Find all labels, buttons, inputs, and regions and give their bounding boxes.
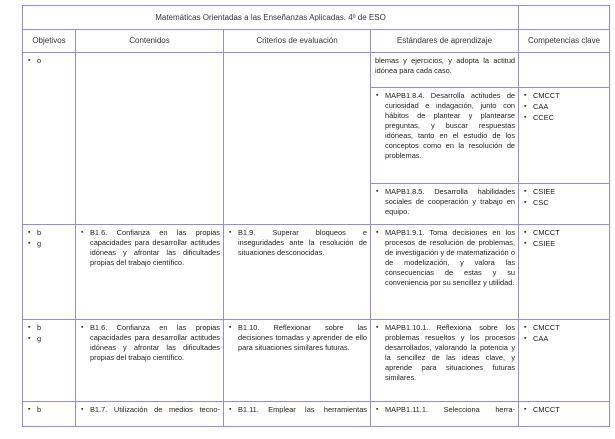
table-title: Matemáticas Orientadas a las Enseñanzas Aplicadas. 4º de ESO	[23, 6, 519, 30]
header-estandares: Estándares de aprendizaje	[371, 30, 519, 53]
list-item: ▪ b	[28, 405, 42, 414]
bullet-icon: ▪	[524, 324, 527, 331]
bullet-icon: ▪	[524, 114, 527, 121]
bullet-icon: ▪	[524, 199, 527, 206]
list-item: ▪ MAPB1.8.4. Desarrolla actitudes de curiosidad e indagación, junto con hábitos de plantear y plantearse preguntas, y buscar respuestas idóneas, tanto en el estudio de los conceptos como en la resolución de problemas.	[376, 91, 516, 160]
criterios-cell	[224, 402, 371, 427]
contenidos-cell	[76, 402, 224, 427]
competencias-cell	[519, 53, 610, 88]
bullet-icon: ▪	[376, 188, 379, 195]
list-item: ▪ B1.7. Utilización de medios tecno-	[81, 405, 220, 414]
bullet-icon: ▪	[524, 406, 527, 413]
criterios-cell	[224, 225, 371, 320]
list-item: ▪ MAPB1.8.5. Desarrolla habilidades sociales de cooperación y trabajo en equipo.	[376, 187, 516, 216]
competencias-cell	[519, 184, 610, 225]
bullet-icon: ▪	[28, 57, 31, 64]
list-item: ▪ MAPB1.9.1. Toma decisiones en los procesos de resolución de problemas, de investigación y de matematización o de modelización, y valora las consecuencias de estas y su conveniencia por su sencillez y utilidad.	[376, 228, 516, 287]
list-item: ▪ B1.6. Confianza en las propias capacidades para desarrollar actitudes idóneas y afrontar las dificultades propias del trabajo científico.	[81, 323, 220, 362]
list-item: ▪ MAPB1.10.1. Reflexiona sobre los problemas resueltos y los procesos desarrollados, valorando la potencia y la sencillez de las ideas clave, y aprende para situaciones futuras similares.	[376, 323, 516, 382]
header-criterios: Criterios de evaluación	[224, 30, 371, 53]
list-item: ▪ b	[28, 228, 42, 237]
list-item: ▪ B1.11. Emplear las herramientas	[229, 405, 367, 414]
list-item: ▪ CAA	[524, 102, 549, 111]
bullet-icon: ▪	[229, 324, 232, 331]
list-item: ▪ B1.9. Superar bloqueos e inseguridades ante la resolución de situaciones desconocidas.	[229, 228, 367, 257]
estandares-cell	[371, 402, 519, 427]
bullet-icon: ▪	[376, 229, 379, 236]
list-item: ▪ CMCCT	[524, 323, 560, 332]
competencias-cell	[519, 88, 610, 184]
bullet-icon: ▪	[28, 406, 31, 413]
list-item: ▪ B1.6. Confianza en las propias capacidades para desarrollar actitudes idóneas y afrontar las dificultades propias del trabajo científico.	[81, 228, 220, 267]
list-item: ▪ g	[28, 239, 42, 248]
list-item: ▪ CAA	[524, 334, 549, 343]
bullet-icon: ▪	[376, 324, 379, 331]
list-item: ▪ B1.10. Reflexionar sobre las decisiones tomadas y aprender de ello para situaciones similares futuras.	[229, 323, 367, 352]
bullet-icon: ▪	[229, 229, 232, 236]
table-header-row	[23, 30, 610, 53]
criterios-cell	[224, 53, 371, 225]
estandares-cell	[371, 88, 519, 184]
list-item: ▪ CSIEE	[524, 187, 556, 196]
list-item: ▪ MAPB1.11.1. Selecciona herra-	[376, 405, 516, 414]
header-competencias: Competencias clave	[519, 30, 610, 53]
objetivos-cell	[23, 320, 76, 402]
list-item: ▪ CSIEE	[524, 239, 556, 248]
estandares-cell	[371, 320, 519, 402]
bullet-icon: ▪	[28, 240, 31, 247]
table-row	[23, 225, 610, 320]
competencias-cell	[519, 320, 610, 402]
header-contenidos: Contenidos	[76, 30, 224, 53]
bullet-icon: ▪	[28, 335, 31, 342]
bullet-icon: ▪	[524, 229, 527, 236]
objetivos-cell	[23, 53, 76, 225]
contenidos-cell	[76, 320, 224, 402]
bullet-icon: ▪	[28, 324, 31, 331]
estandares-cell: blemas y ejercicios, y adopta la actitud idónea para cada caso.	[371, 53, 519, 88]
bullet-icon: ▪	[524, 335, 527, 342]
objetivos-cell	[23, 225, 76, 320]
list-item: ▪ b	[28, 323, 42, 332]
table-title-row	[23, 6, 610, 30]
competencias-cell	[519, 402, 610, 427]
bullet-icon: ▪	[81, 229, 84, 236]
bullet-icon: ▪	[376, 92, 379, 99]
table-row	[23, 53, 610, 88]
bullet-icon: ▪	[229, 406, 232, 413]
contenidos-cell	[76, 225, 224, 320]
curriculum-table	[22, 5, 610, 427]
bullet-icon: ▪	[81, 324, 84, 331]
estandares-cell	[371, 184, 519, 225]
list-item: ▪ g	[28, 334, 42, 343]
list-item: ▪ CMCCT	[524, 228, 560, 237]
estandares-cell	[371, 225, 519, 320]
list-item: ▪ CMCCT	[524, 405, 560, 414]
bullet-icon: ▪	[524, 92, 527, 99]
table-row	[23, 320, 610, 402]
competencias-cell	[519, 225, 610, 320]
table-row	[23, 402, 610, 427]
bullet-icon: ▪	[524, 188, 527, 195]
list-item: ▪ CMCCT	[524, 91, 560, 100]
criterios-cell	[224, 320, 371, 402]
bullet-icon: ▪	[28, 229, 31, 236]
bullet-icon: ▪	[524, 240, 527, 247]
list-item: ▪ CSC	[524, 198, 549, 207]
contenidos-cell	[76, 53, 224, 225]
table-title-blank	[519, 6, 610, 30]
bullet-icon: ▪	[524, 103, 527, 110]
list-item: ▪ o	[28, 56, 42, 65]
list-item: ▪ CCEC	[524, 113, 554, 122]
bullet-icon: ▪	[376, 406, 379, 413]
header-objetivos: Objetivos	[23, 30, 76, 53]
bullet-icon: ▪	[81, 406, 84, 413]
objetivos-cell	[23, 402, 76, 427]
